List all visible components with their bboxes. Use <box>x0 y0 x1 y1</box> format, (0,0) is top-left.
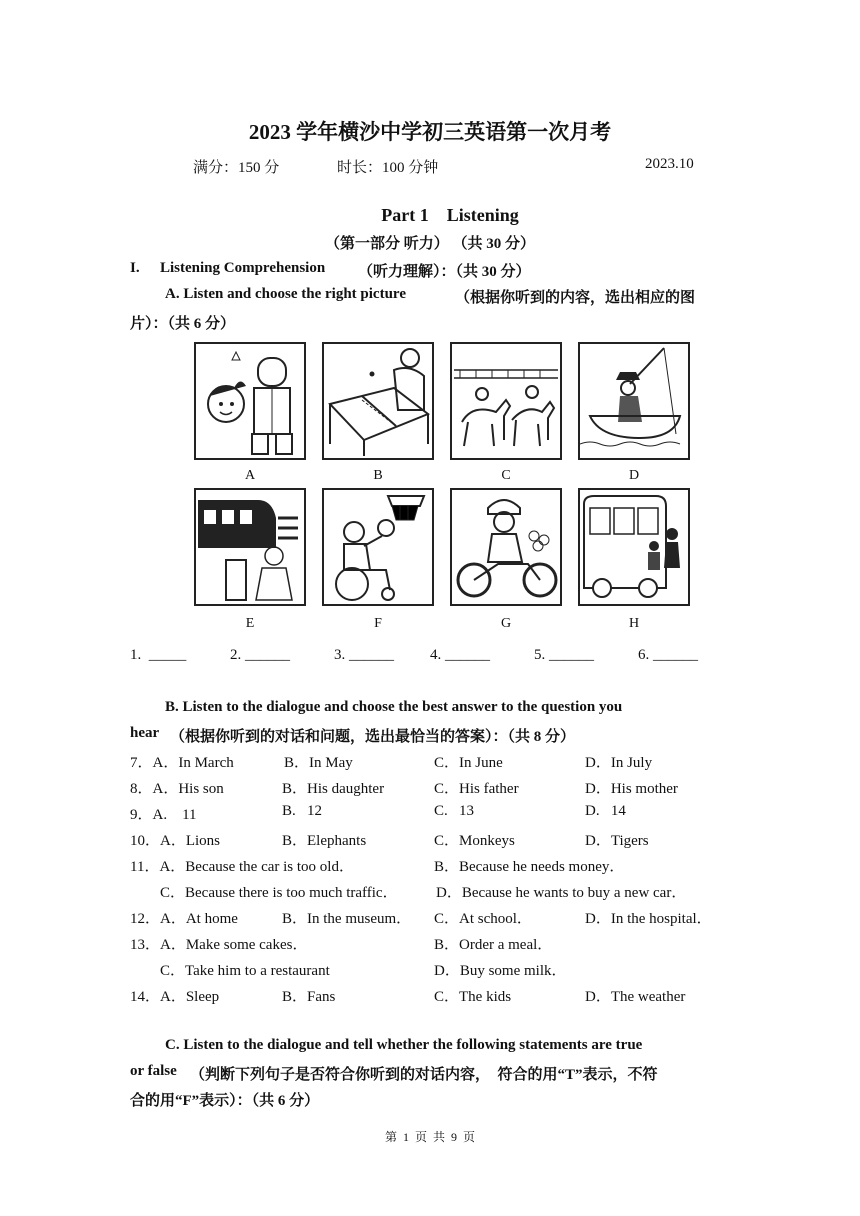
section-c-title: C. Listen to the dialogue and tell whether the following statements are true <box>165 1037 643 1053</box>
question-13-a: 13．A．Make some cakes． <box>130 937 308 953</box>
picture-e <box>194 488 306 606</box>
question-8-c: C．His father <box>434 781 519 797</box>
question-9-d: D. 14 <box>585 803 626 819</box>
question-12-d: D．In the hospital． <box>585 911 712 927</box>
picture-grid <box>186 338 706 638</box>
section-a-title-cont: 片）：（共 6 分） <box>130 316 236 332</box>
section-b-title-cn: （根据你听到的对话和问题，选出最恰当的答案）：（共 8 分） <box>170 729 576 745</box>
question-13-c: C．Take him to a restaurant <box>160 963 330 979</box>
picture-g <box>450 488 562 606</box>
question-11-c: C．Because there is too much traffic． <box>160 885 398 901</box>
question-10-b: B．Elephants <box>282 833 367 849</box>
picture-label-f: F <box>374 616 382 631</box>
exam-date: 2023.10 <box>645 156 694 172</box>
picture-label-a: A <box>244 468 256 483</box>
answer-blank-1[interactable]: 1. _____ <box>130 647 187 663</box>
question-14-a: 14．A．Sleep <box>130 989 220 1005</box>
question-10-c: C．Monkeys <box>434 833 515 849</box>
question-12-a: 12．A．At home <box>130 911 238 927</box>
motorbike-icon <box>452 490 560 604</box>
question-12-c: C．At school． <box>434 911 532 927</box>
answer-blank-4[interactable]: 4. ______ <box>430 647 490 663</box>
picture-label-g: G <box>500 616 512 631</box>
answer-blank-2[interactable]: 2. ______ <box>230 647 290 663</box>
question-8-b: B．His daughter <box>282 781 385 797</box>
part-title: Part 1 Listening <box>381 205 519 225</box>
question-10-a: 10．A．Lions <box>130 833 221 849</box>
question-8-a: 8．A．His son <box>130 781 224 797</box>
question-14-c: C．The kids <box>434 989 512 1005</box>
picture-h <box>578 488 690 606</box>
question-11-a: 11．A．Because the car is too old． <box>130 859 354 875</box>
table-tennis-icon <box>324 344 432 458</box>
question-7-a: 7．A．In March <box>130 755 234 771</box>
page-footer: 第 1 页 共 9 页 <box>384 1130 475 1144</box>
full-score: 满分：150 分 <box>193 160 280 176</box>
horse-riding-icon <box>452 344 560 458</box>
duration: 时长：100 分钟 <box>337 160 439 176</box>
question-13-d: D．Buy some milk． <box>434 963 567 979</box>
wheelchair-basketball-icon <box>324 490 432 604</box>
picture-a <box>194 342 306 460</box>
picture-label-c: C <box>501 468 511 483</box>
picture-label-e: E <box>245 616 255 631</box>
bus-icon <box>580 490 688 604</box>
section-title: Listening Comprehension <box>160 260 326 276</box>
question-8-d: D．His mother <box>585 781 678 797</box>
picture-label-h: H <box>628 616 640 631</box>
question-7-b: B．In May <box>284 755 353 771</box>
picture-f <box>322 488 434 606</box>
question-11-b: B．Because he needs money． <box>434 859 625 875</box>
question-12-b: B．In the museum． <box>282 911 412 927</box>
question-11-d: D．Because he wants to buy a new car． <box>436 885 687 901</box>
section-b-title: B. Listen to the dialogue and choose the best answer to the question you <box>165 699 623 715</box>
picture-label-d: D <box>628 468 640 483</box>
section-c-title-cont: or false <box>130 1063 177 1079</box>
part-subtitle: （第一部分 听力） （共 30 分） <box>324 236 535 252</box>
kid-and-robot-icon <box>196 344 304 458</box>
section-number: I. <box>130 260 140 276</box>
question-14-b: B．Fans <box>282 989 336 1005</box>
question-10-d: D．Tigers <box>585 833 649 849</box>
section-title-cn: （听力理解）：（共 30 分） <box>358 264 531 280</box>
picture-c <box>450 342 562 460</box>
question-13-b: B．Order a meal． <box>434 937 553 953</box>
picture-label-b: B <box>373 468 383 483</box>
train-station-icon <box>196 490 304 604</box>
picture-d <box>578 342 690 460</box>
section-c-title-cn: （判断下列句子是否符合你听到的对话内容， 符合的用“T”表示，不符 <box>190 1067 658 1083</box>
exam-title: 2023 学年横沙中学初三英语第一次月考 <box>248 120 612 144</box>
question-7-d: D．In July <box>585 755 653 771</box>
picture-b <box>322 342 434 460</box>
question-14-d: D．The weather <box>585 989 686 1005</box>
fishing-boat-icon <box>580 344 688 458</box>
answer-blank-5[interactable]: 5. ______ <box>534 647 594 663</box>
question-9-b: B. 12 <box>282 803 323 819</box>
answer-blank-3[interactable]: 3. ______ <box>334 647 394 663</box>
question-9-c: C. 13 <box>434 803 475 819</box>
question-9-a: 9．A. 11 <box>130 807 197 823</box>
section-b-title-cont: hear <box>130 725 160 741</box>
section-c-title-cont2: 合的用“F”表示）：（共 6 分） <box>130 1093 320 1109</box>
answer-blank-6[interactable]: 6. ______ <box>638 647 698 663</box>
question-7-c: C．In June <box>434 755 503 771</box>
section-a-title: A. Listen and choose the right picture <box>165 286 406 302</box>
section-a-title-cn: （根据你听到的内容，选出相应的图 <box>455 290 696 306</box>
